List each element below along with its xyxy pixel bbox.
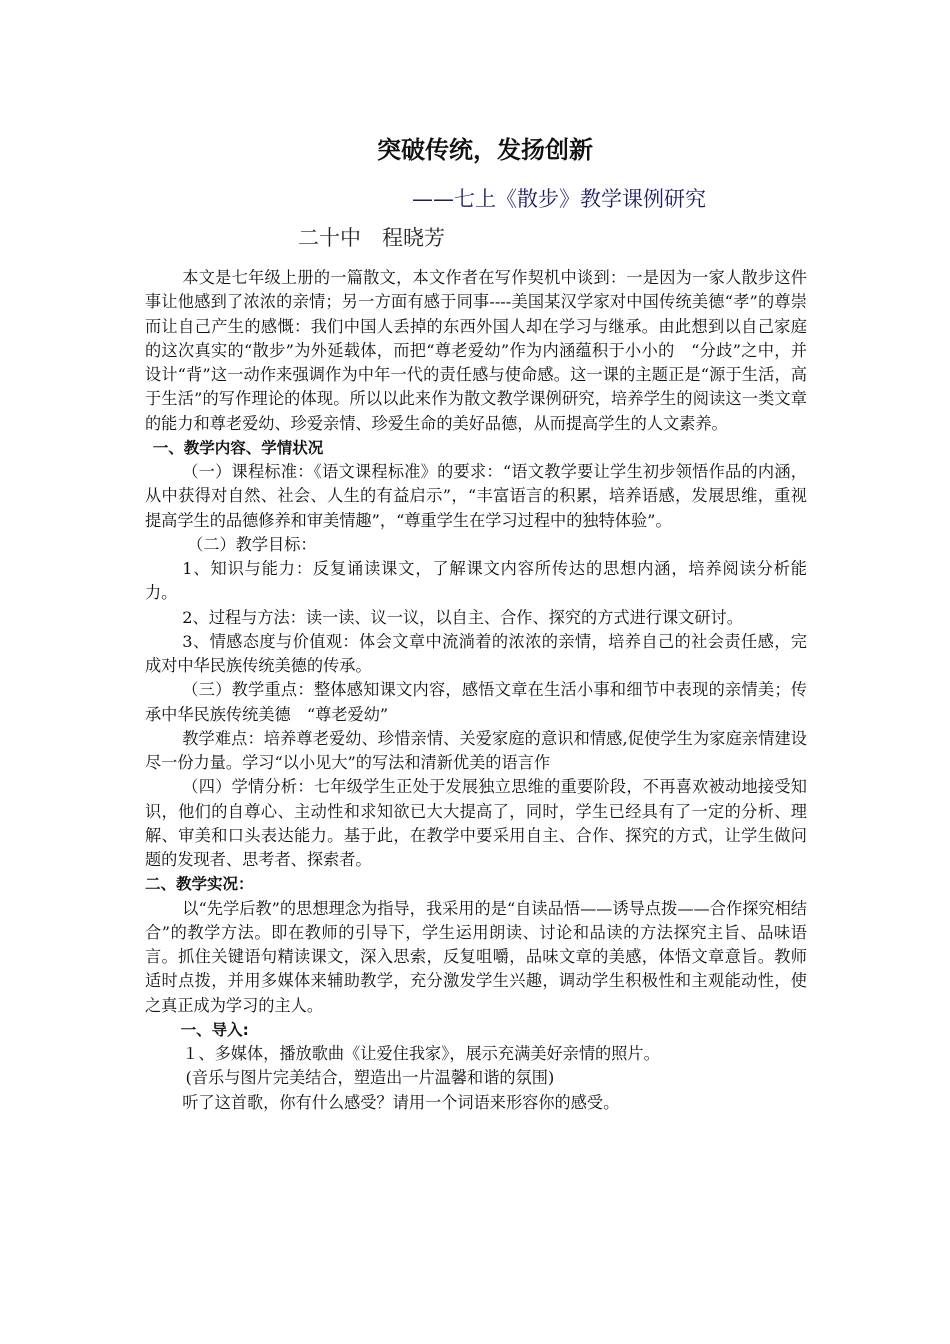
intro-paragraph: 本文是七年级上册的一篇散文，本文作者在写作契机中谈到：一是因为一家人散步这件事让他感到了浓浓的亲情；另一方面有感于同事----美国某汉学家对中国传统美德“孝”的尊崇而让自己产生的感慨：我们中国人丢掉的东西外国人却在学习与继承。由此想到以自己家庭的这次真实的“散步”为外延载体，而把“尊老爱幼”作为内涵蕴积于小小的 “分歧”之中，并设计“背”这一动作来强调作为中年一代的责任感与使命感。这一课的主题正是“源于生活，高于生活”的写作理论的体现。所以以此来作为散文教学课例研究，培养学生的阅读这一类文章的能力和尊老爱幼、珍爱亲情、珍爱生命的美好品德，从而提高学生的人文素养。 — [145, 268, 807, 433]
teaching-difficulty-paragraph: 教学难点：培养尊老爱幼、珍惜亲情、关爱家庭的意识和情感,促使学生为家庭亲情建设尽一份力量。学习“以小见大”的写法和清新优美的语言作 — [145, 728, 807, 772]
multimedia-note: (音乐与图片完美结合，塑造出一片温馨和谐的氛围) — [185, 1068, 555, 1088]
introduction-heading: 一、导入: — [180, 1020, 249, 1039]
document-author: 二十中 程晓芳 — [298, 226, 445, 250]
teaching-focus-paragraph: （三）教学重点：整体感知课文内容，感悟文章在生活小事和细节中表现的亲情美；传承中华民族传统美德 “尊老爱幼” — [145, 680, 807, 724]
document-subtitle: ——七上《散步》教学课例研究 — [412, 187, 706, 211]
goal-process-method: 2、过程与方法：读一读、议一议，以自主、合作、探究的方式进行课文研讨。 — [182, 607, 743, 627]
teaching-goals-heading: （二）教学目标： — [187, 534, 317, 554]
goal-emotion-values: 3、情感态度与价值观：体会文章中流淌着的浓浓的亲情，培养自己的社会责任感，完成对中华民族传统美德的传承。 — [145, 631, 807, 675]
multimedia-step: １、多媒体，播放歌曲《让爱住我家》，展示充满美好亲情的照片。 — [182, 1044, 660, 1063]
question-paragraph: 听了这首歌，你有什么感受？请用一个词语来形容你的感受。 — [182, 1092, 620, 1112]
section-heading-2: 二、教学实况： — [145, 875, 254, 894]
student-analysis-paragraph: （四）学情分析：七年级学生正处于发展独立思维的重要阶段，不再喜欢被动地接受知识，他们的自尊心、主动性和求知欲已大大提高了，同时，学生已经具有了一定的分析、理解、审美和口头表达能力。基于此，在教学中要采用自主、合作、探究的方式，让学生做问题的发现者、思考者、探索者。 — [145, 777, 807, 869]
section-heading-1: 一、教学内容、学情状况 — [152, 438, 324, 457]
goal-knowledge-ability: 1、知识与能力：反复诵读课文，了解课文内容所传达的思想内涵，培养阅读分析能力。 — [145, 559, 807, 603]
teaching-method-paragraph: 以“先学后教”的思想理念为指导，我采用的是“自读品悟——诱导点拨——合作探究相结合”的教学方法。即在教师的引导下，学生运用朗读、讨论和品读的方法探究主旨、品味语言。抓住关键语句精读课文，深入思索，反复咀嚼，品味文章的美感，体悟文章意旨。教师适时点拨，并用多媒体来辅助教学，充分激发学生兴趣，调动学生积极性和主观能动性，使之真正成为学习的主人。 — [145, 898, 807, 1015]
document-body — [145, 266, 807, 1115]
document-title: 突破传统，发扬创新 — [377, 136, 593, 164]
curriculum-standard-paragraph: （一）课程标准：《语文课程标准》的要求：“语文教学要让学生初步领悟作品的内涵，从中获得对自然、社会、人生的有益启示”，“丰富语言的积累，培养语感，发展思维，重视提高学生的品德修养和审美情趣”，“尊重学生在学习过程中的独特体验”。 — [145, 462, 807, 530]
